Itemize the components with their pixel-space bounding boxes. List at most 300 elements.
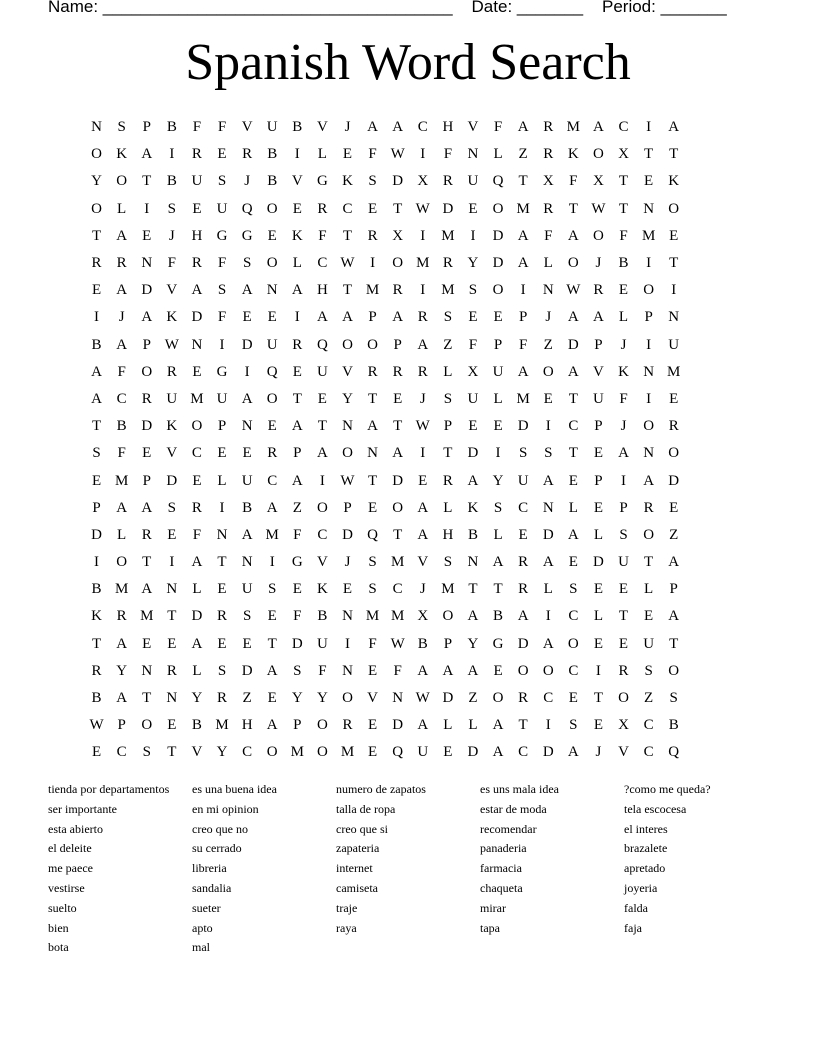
grid-letter[interactable]: N [643, 445, 655, 462]
grid-letter[interactable]: M [441, 282, 455, 299]
grid-letter[interactable]: T [618, 608, 629, 625]
grid-letter[interactable]: L [443, 499, 453, 516]
grid-letter[interactable]: F [569, 173, 578, 190]
grid-letter[interactable]: M [140, 608, 154, 625]
grid-letter[interactable]: D [593, 554, 604, 571]
grid-letter[interactable]: E [593, 581, 603, 598]
grid-letter[interactable]: R [392, 282, 403, 299]
grid-letter[interactable]: O [593, 227, 604, 244]
grid-letter[interactable]: Z [669, 526, 679, 543]
grid-letter[interactable]: F [293, 526, 302, 543]
grid-letter[interactable]: R [116, 255, 127, 272]
grid-letter[interactable]: R [166, 363, 177, 380]
grid-letter[interactable]: Z [468, 690, 478, 707]
grid-letter[interactable]: C [191, 445, 202, 462]
grid-letter[interactable]: C [568, 608, 579, 625]
grid-letter[interactable]: A [593, 309, 604, 326]
grid-letter[interactable]: V [342, 363, 353, 380]
grid-letter[interactable]: O [492, 282, 504, 299]
grid-letter[interactable]: K [567, 146, 579, 163]
grid-letter[interactable]: D [467, 744, 479, 761]
grid-letter[interactable]: R [518, 554, 529, 571]
grid-letter[interactable]: X [392, 227, 404, 244]
grid-letter[interactable]: R [392, 363, 403, 380]
grid-letter[interactable]: E [242, 445, 252, 462]
grid-letter[interactable]: I [671, 282, 677, 299]
grid-letter[interactable]: N [191, 336, 203, 353]
grid-letter[interactable]: C [317, 526, 328, 543]
grid-letter[interactable]: D [241, 662, 253, 679]
grid-letter[interactable]: L [543, 255, 553, 272]
grid-letter[interactable]: B [267, 173, 278, 190]
grid-letter[interactable]: N [643, 363, 655, 380]
grid-letter[interactable]: J [620, 336, 627, 353]
grid-letter[interactable]: C [392, 581, 403, 598]
grid-letter[interactable]: E [443, 744, 453, 761]
grid-letter[interactable]: B [618, 255, 629, 272]
grid-letter[interactable]: E [242, 635, 252, 652]
grid-letter[interactable]: M [667, 363, 681, 380]
grid-letter[interactable]: A [668, 554, 680, 571]
grid-letter[interactable]: X [593, 173, 604, 190]
grid-letter[interactable]: S [268, 581, 277, 598]
grid-letter[interactable]: E [91, 472, 102, 489]
grid-letter[interactable]: U [467, 390, 479, 407]
grid-letter[interactable]: T [518, 717, 528, 734]
grid-letter[interactable]: Z [242, 690, 252, 707]
grid-letter[interactable]: B [166, 173, 177, 190]
grid-letter[interactable]: R [442, 255, 453, 272]
grid-letter[interactable]: B [242, 499, 253, 516]
grid-letter[interactable]: E [267, 227, 277, 244]
grid-letter[interactable]: A [266, 499, 278, 516]
grid-letter[interactable]: O [392, 255, 404, 272]
grid-letter[interactable]: A [467, 472, 479, 489]
grid-letter[interactable]: E [367, 744, 378, 761]
grid-letter[interactable]: A [116, 690, 128, 707]
grid-letter[interactable]: Q [668, 744, 680, 761]
grid-letter[interactable]: E [91, 744, 102, 761]
grid-letter[interactable]: S [167, 200, 176, 217]
grid-letter[interactable]: A [191, 635, 203, 652]
grid-letter[interactable]: W [415, 418, 430, 435]
grid-letter[interactable]: W [415, 200, 430, 217]
grid-letter[interactable]: M [114, 472, 129, 489]
grid-letter[interactable]: N [467, 554, 479, 571]
grid-letter[interactable]: I [344, 635, 350, 652]
grid-letter[interactable]: E [568, 554, 578, 571]
grid-letter[interactable]: I [595, 662, 601, 679]
grid-letter[interactable]: E [267, 418, 277, 435]
grid-letter[interactable]: T [593, 690, 603, 707]
grid-letter[interactable]: H [241, 717, 253, 734]
grid-letter[interactable]: O [668, 445, 680, 462]
grid-letter[interactable]: J [118, 309, 125, 326]
grid-letter[interactable]: L [468, 717, 478, 734]
grid-letter[interactable]: A [567, 526, 579, 543]
grid-letter[interactable]: E [267, 309, 277, 326]
grid-letter[interactable]: H [442, 526, 454, 543]
grid-letter[interactable]: E [217, 146, 227, 163]
grid-letter[interactable]: A [116, 336, 128, 353]
grid-letter[interactable]: F [117, 445, 126, 462]
grid-letter[interactable]: S [644, 662, 653, 679]
grid-letter[interactable]: D [392, 472, 404, 489]
grid-letter[interactable]: F [217, 309, 227, 326]
grid-letter[interactable]: S [242, 255, 252, 272]
grid-letter[interactable]: I [646, 390, 652, 407]
grid-letter[interactable]: E [468, 309, 478, 326]
grid-letter[interactable]: A [116, 227, 128, 244]
grid-letter[interactable]: A [191, 282, 203, 299]
grid-letter[interactable]: I [94, 309, 100, 326]
grid-letter[interactable]: S [167, 499, 176, 516]
grid-letter[interactable]: N [467, 146, 479, 163]
grid-letter[interactable]: E [468, 200, 478, 217]
grid-letter[interactable]: O [643, 526, 655, 543]
grid-letter[interactable]: R [367, 363, 378, 380]
grid-letter[interactable]: E [593, 445, 603, 462]
grid-letter[interactable]: I [646, 119, 652, 136]
grid-letter[interactable]: P [393, 336, 402, 353]
grid-letter[interactable]: L [217, 472, 227, 489]
grid-letter[interactable]: F [192, 526, 202, 543]
grid-letter[interactable]: W [390, 635, 405, 652]
grid-letter[interactable]: U [216, 200, 228, 217]
grid-letter[interactable]: Q [241, 200, 253, 217]
grid-letter[interactable]: T [644, 146, 654, 163]
grid-letter[interactable]: V [316, 554, 328, 571]
grid-letter[interactable]: A [517, 227, 529, 244]
grid-letter[interactable]: R [141, 390, 152, 407]
grid-letter[interactable]: I [294, 309, 300, 326]
grid-letter[interactable]: T [568, 200, 578, 217]
grid-letter[interactable]: M [190, 390, 204, 407]
grid-letter[interactable]: O [316, 717, 328, 734]
grid-letter[interactable]: E [217, 445, 227, 462]
grid-letter[interactable]: K [618, 363, 629, 380]
grid-letter[interactable]: A [492, 717, 504, 734]
grid-letter[interactable]: B [191, 717, 202, 734]
grid-letter[interactable]: X [542, 173, 554, 190]
grid-letter[interactable]: I [420, 227, 426, 244]
grid-letter[interactable]: S [217, 173, 227, 190]
grid-letter[interactable]: I [545, 418, 551, 435]
grid-letter[interactable]: A [417, 336, 429, 353]
grid-letter[interactable]: E [493, 309, 503, 326]
grid-letter[interactable]: E [91, 282, 102, 299]
grid-letter[interactable]: O [316, 744, 328, 761]
grid-letter[interactable]: F [619, 227, 628, 244]
grid-letter[interactable]: D [442, 200, 454, 217]
grid-letter[interactable]: I [169, 554, 175, 571]
grid-letter[interactable]: X [618, 717, 629, 734]
grid-letter[interactable]: I [646, 336, 652, 353]
grid-letter[interactable]: D [91, 526, 102, 543]
grid-letter[interactable]: T [91, 635, 102, 652]
grid-letter[interactable]: A [266, 662, 278, 679]
grid-letter[interactable]: I [520, 282, 526, 299]
grid-letter[interactable]: O [266, 255, 278, 272]
grid-letter[interactable]: P [619, 499, 628, 516]
grid-letter[interactable]: I [370, 255, 376, 272]
grid-letter[interactable]: O [116, 173, 128, 190]
grid-letter[interactable]: A [392, 119, 404, 136]
grid-letter[interactable]: S [92, 445, 101, 462]
grid-letter[interactable]: E [393, 390, 403, 407]
grid-letter[interactable]: O [668, 662, 680, 679]
grid-letter[interactable]: E [418, 472, 428, 489]
grid-letter[interactable]: U [241, 581, 253, 598]
grid-letter[interactable]: X [618, 146, 629, 163]
grid-letter[interactable]: E [167, 717, 177, 734]
grid-letter[interactable]: J [419, 390, 426, 407]
grid-letter[interactable]: M [365, 608, 380, 625]
grid-letter[interactable]: V [316, 119, 328, 136]
grid-letter[interactable]: U [316, 635, 328, 652]
grid-letter[interactable]: E [644, 173, 654, 190]
grid-letter[interactable]: N [216, 526, 228, 543]
grid-letter[interactable]: E [618, 635, 629, 652]
grid-letter[interactable]: A [392, 445, 404, 462]
grid-letter[interactable]: R [217, 608, 228, 625]
grid-letter[interactable]: N [367, 445, 378, 462]
grid-letter[interactable]: N [91, 119, 102, 136]
grid-letter[interactable]: D [542, 744, 554, 761]
grid-letter[interactable]: V [166, 445, 178, 462]
grid-letter[interactable]: S [569, 717, 578, 734]
grid-letter[interactable]: A [643, 472, 655, 489]
grid-letter[interactable]: C [417, 119, 428, 136]
grid-letter[interactable]: S [443, 554, 453, 571]
grid-letter[interactable]: D [342, 526, 353, 543]
grid-letter[interactable]: O [342, 445, 353, 462]
grid-letter[interactable]: D [392, 717, 404, 734]
grid-letter[interactable]: Z [518, 146, 528, 163]
grid-letter[interactable]: H [442, 119, 454, 136]
grid-letter[interactable]: A [517, 363, 529, 380]
grid-letter[interactable]: X [467, 363, 479, 380]
grid-letter[interactable]: N [241, 418, 253, 435]
grid-letter[interactable]: T [292, 390, 302, 407]
grid-letter[interactable]: F [192, 119, 202, 136]
grid-letter[interactable]: C [518, 744, 529, 761]
grid-letter[interactable]: D [542, 526, 554, 543]
grid-letter[interactable]: P [443, 418, 453, 435]
grid-letter[interactable]: A [342, 309, 353, 326]
grid-letter[interactable]: I [646, 255, 652, 272]
grid-letter[interactable]: C [116, 744, 127, 761]
grid-letter[interactable]: J [168, 227, 175, 244]
grid-letter[interactable]: L [117, 200, 127, 217]
grid-letter[interactable]: L [443, 363, 453, 380]
grid-letter[interactable]: Q [367, 526, 378, 543]
grid-letter[interactable]: U [467, 173, 479, 190]
grid-letter[interactable]: U [618, 554, 629, 571]
grid-letter[interactable]: T [167, 744, 177, 761]
grid-letter[interactable]: P [443, 635, 453, 652]
grid-letter[interactable]: V [467, 119, 479, 136]
grid-letter[interactable]: F [518, 336, 528, 353]
grid-letter[interactable]: S [293, 662, 302, 679]
grid-letter[interactable]: E [142, 445, 152, 462]
grid-letter[interactable]: U [266, 336, 278, 353]
grid-letter[interactable]: V [166, 282, 178, 299]
grid-letter[interactable]: X [417, 608, 429, 625]
grid-letter[interactable]: M [441, 227, 455, 244]
grid-letter[interactable]: F [443, 146, 453, 163]
grid-letter[interactable]: U [166, 390, 178, 407]
grid-letter[interactable]: P [493, 336, 503, 353]
grid-letter[interactable]: L [644, 581, 654, 598]
grid-letter[interactable]: D [241, 336, 253, 353]
grid-letter[interactable]: I [144, 200, 150, 217]
grid-letter[interactable]: N [542, 282, 554, 299]
grid-letter[interactable]: R [217, 690, 228, 707]
grid-letter[interactable]: A [91, 390, 102, 407]
grid-letter[interactable]: C [242, 744, 253, 761]
grid-letter[interactable]: A [668, 608, 680, 625]
grid-letter[interactable]: A [367, 418, 378, 435]
grid-letter[interactable]: M [290, 744, 304, 761]
grid-letter[interactable]: R [367, 227, 378, 244]
grid-letter[interactable]: W [591, 200, 606, 217]
grid-letter[interactable]: N [342, 418, 353, 435]
grid-letter[interactable]: Y [91, 173, 102, 190]
grid-letter[interactable]: N [166, 581, 178, 598]
grid-letter[interactable]: H [191, 227, 203, 244]
grid-letter[interactable]: O [492, 690, 504, 707]
grid-letter[interactable]: E [217, 581, 227, 598]
grid-letter[interactable]: T [518, 173, 528, 190]
grid-letter[interactable]: H [316, 282, 328, 299]
grid-letter[interactable]: Y [342, 390, 353, 407]
grid-letter[interactable]: O [542, 662, 554, 679]
grid-letter[interactable]: L [192, 581, 202, 598]
grid-letter[interactable]: W [164, 336, 179, 353]
grid-letter[interactable]: B [91, 690, 102, 707]
grid-letter[interactable]: T [217, 554, 227, 571]
grid-letter[interactable]: O [542, 363, 554, 380]
grid-letter[interactable]: P [594, 336, 603, 353]
grid-letter[interactable]: O [492, 200, 504, 217]
grid-letter[interactable]: M [391, 608, 405, 625]
grid-letter[interactable]: O [266, 390, 278, 407]
grid-letter[interactable]: A [392, 309, 404, 326]
grid-letter[interactable]: E [192, 472, 202, 489]
name-blank[interactable]: _____________________________________ [102, 0, 453, 16]
grid-letter[interactable]: E [142, 227, 152, 244]
grid-letter[interactable]: A [266, 717, 278, 734]
grid-letter[interactable]: Q [316, 336, 328, 353]
grid-letter[interactable]: Y [492, 472, 504, 489]
grid-letter[interactable]: J [545, 309, 552, 326]
grid-letter[interactable]: W [89, 717, 104, 734]
grid-letter[interactable]: G [492, 635, 504, 652]
grid-letter[interactable]: R [618, 662, 629, 679]
grid-letter[interactable]: K [316, 581, 328, 598]
grid-letter[interactable]: N [166, 690, 178, 707]
grid-letter[interactable]: A [241, 526, 253, 543]
grid-letter[interactable]: R [141, 526, 152, 543]
grid-letter[interactable]: Y [116, 662, 128, 679]
grid-letter[interactable]: L [593, 526, 603, 543]
grid-letter[interactable]: V [593, 363, 604, 380]
grid-letter[interactable]: M [566, 119, 580, 136]
grid-letter[interactable]: O [618, 690, 629, 707]
grid-letter[interactable]: J [344, 119, 351, 136]
grid-letter[interactable]: N [643, 200, 655, 217]
grid-letter[interactable]: A [417, 662, 429, 679]
grid-letter[interactable]: R [417, 363, 428, 380]
grid-letter[interactable]: E [593, 717, 603, 734]
grid-letter[interactable]: E [292, 363, 302, 380]
grid-letter[interactable]: O [367, 336, 378, 353]
grid-letter[interactable]: A [291, 282, 303, 299]
grid-letter[interactable]: R [668, 418, 679, 435]
grid-letter[interactable]: E [317, 390, 327, 407]
grid-letter[interactable]: U [241, 472, 253, 489]
grid-letter[interactable]: N [241, 554, 253, 571]
grid-letter[interactable]: E [568, 472, 578, 489]
grid-letter[interactable]: N [542, 499, 554, 516]
grid-letter[interactable]: N [141, 662, 153, 679]
grid-letter[interactable]: R [593, 282, 604, 299]
grid-letter[interactable]: V [191, 744, 203, 761]
grid-letter[interactable]: T [493, 581, 503, 598]
grid-letter[interactable]: O [643, 418, 655, 435]
grid-letter[interactable]: D [517, 418, 529, 435]
grid-letter[interactable]: S [619, 526, 628, 543]
grid-letter[interactable]: Q [392, 744, 404, 761]
grid-letter[interactable]: P [368, 309, 377, 326]
grid-letter[interactable]: C [267, 472, 278, 489]
grid-letter[interactable]: R [543, 200, 554, 217]
grid-letter[interactable]: R [442, 472, 453, 489]
grid-letter[interactable]: J [344, 554, 351, 571]
grid-letter[interactable]: T [568, 445, 578, 462]
grid-letter[interactable]: J [419, 581, 426, 598]
grid-letter[interactable]: G [241, 227, 253, 244]
grid-letter[interactable]: L [543, 581, 553, 598]
grid-letter[interactable]: R [191, 255, 202, 272]
grid-letter[interactable]: R [166, 662, 177, 679]
grid-letter[interactable]: O [316, 499, 328, 516]
grid-letter[interactable]: S [242, 608, 252, 625]
grid-letter[interactable]: U [492, 363, 504, 380]
grid-letter[interactable]: Z [292, 499, 302, 516]
grid-letter[interactable]: P [594, 418, 603, 435]
grid-letter[interactable]: X [417, 173, 429, 190]
grid-letter[interactable]: E [342, 581, 353, 598]
grid-letter[interactable]: I [621, 472, 627, 489]
grid-letter[interactable]: P [518, 309, 528, 326]
grid-letter[interactable]: M [641, 227, 656, 244]
grid-letter[interactable]: A [593, 119, 604, 136]
grid-letter[interactable]: S [368, 173, 377, 190]
grid-letter[interactable]: E [217, 635, 227, 652]
grid-letter[interactable]: T [669, 255, 679, 272]
grid-letter[interactable]: D [141, 282, 153, 299]
grid-letter[interactable]: D [141, 418, 153, 435]
grid-letter[interactable]: E [543, 390, 553, 407]
grid-letter[interactable]: M [391, 554, 405, 571]
grid-letter[interactable]: I [545, 608, 551, 625]
grid-letter[interactable]: E [593, 635, 603, 652]
grid-letter[interactable]: O [342, 690, 353, 707]
grid-letter[interactable]: D [291, 635, 303, 652]
grid-letter[interactable]: T [142, 690, 152, 707]
